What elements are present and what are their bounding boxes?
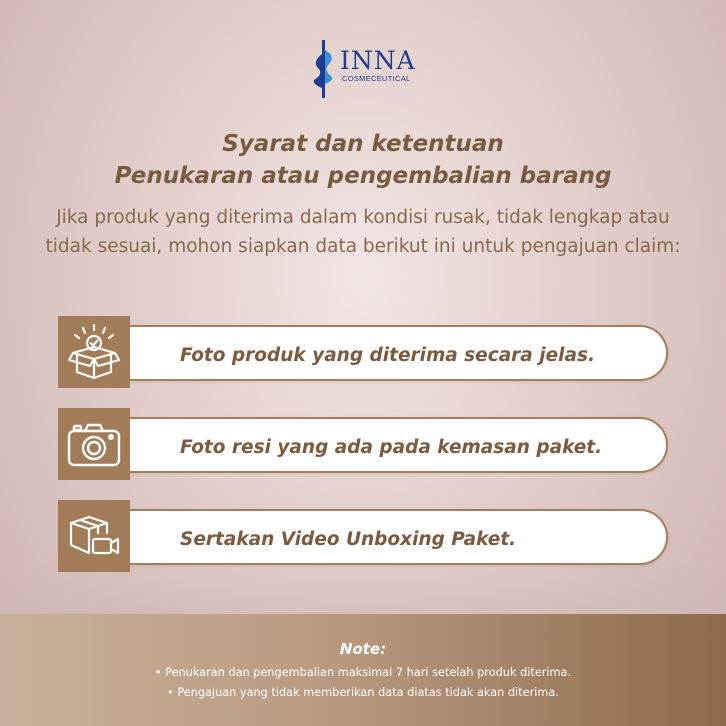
note-title: Note: bbox=[339, 640, 387, 658]
note-item: • Pengajuan yang tidak memberikan data diatas tidak akan diterima. bbox=[167, 686, 559, 699]
requirement-icon-box bbox=[58, 408, 130, 480]
requirement-item bbox=[58, 408, 670, 480]
requirement-label: Foto resi yang ada pada kemasan paket. bbox=[180, 437, 603, 458]
requirement-icon-box bbox=[58, 316, 130, 388]
requirement-pill bbox=[98, 325, 668, 381]
requirement-item bbox=[58, 500, 670, 572]
page-title-line-1: Syarat dan ketentuan bbox=[222, 131, 504, 157]
note-item: • Penukaran dan pengembalian maksimal 7 hari setelah produk diterima. bbox=[154, 666, 572, 679]
inna-logo-icon bbox=[312, 40, 338, 100]
requirement-item bbox=[58, 316, 670, 388]
box-video-icon bbox=[65, 507, 123, 565]
note-footer bbox=[0, 614, 726, 726]
page-title-line-2: Penukaran atau pengembalian barang bbox=[114, 163, 612, 189]
requirement-icon-box bbox=[58, 500, 130, 572]
requirement-pill bbox=[98, 509, 668, 565]
requirement-label: Foto produk yang diterima secara jelas. bbox=[180, 345, 595, 366]
checked-box-icon bbox=[65, 323, 123, 381]
brand-logo bbox=[312, 40, 422, 100]
requirement-label: Sertakan Video Unboxing Paket. bbox=[180, 529, 517, 550]
requirement-pill bbox=[98, 417, 668, 473]
intro-text: Jika produk yang diterima dalam kondisi rusak, tidak lengkap atau tidak sesuai, mohon siapkan data berikut ini untuk pengajuan claim: bbox=[45, 207, 681, 257]
camera-icon bbox=[65, 415, 123, 473]
brand-name: INNA bbox=[340, 46, 416, 75]
brand-subtitle: COSMECEUTICAL bbox=[342, 74, 411, 83]
